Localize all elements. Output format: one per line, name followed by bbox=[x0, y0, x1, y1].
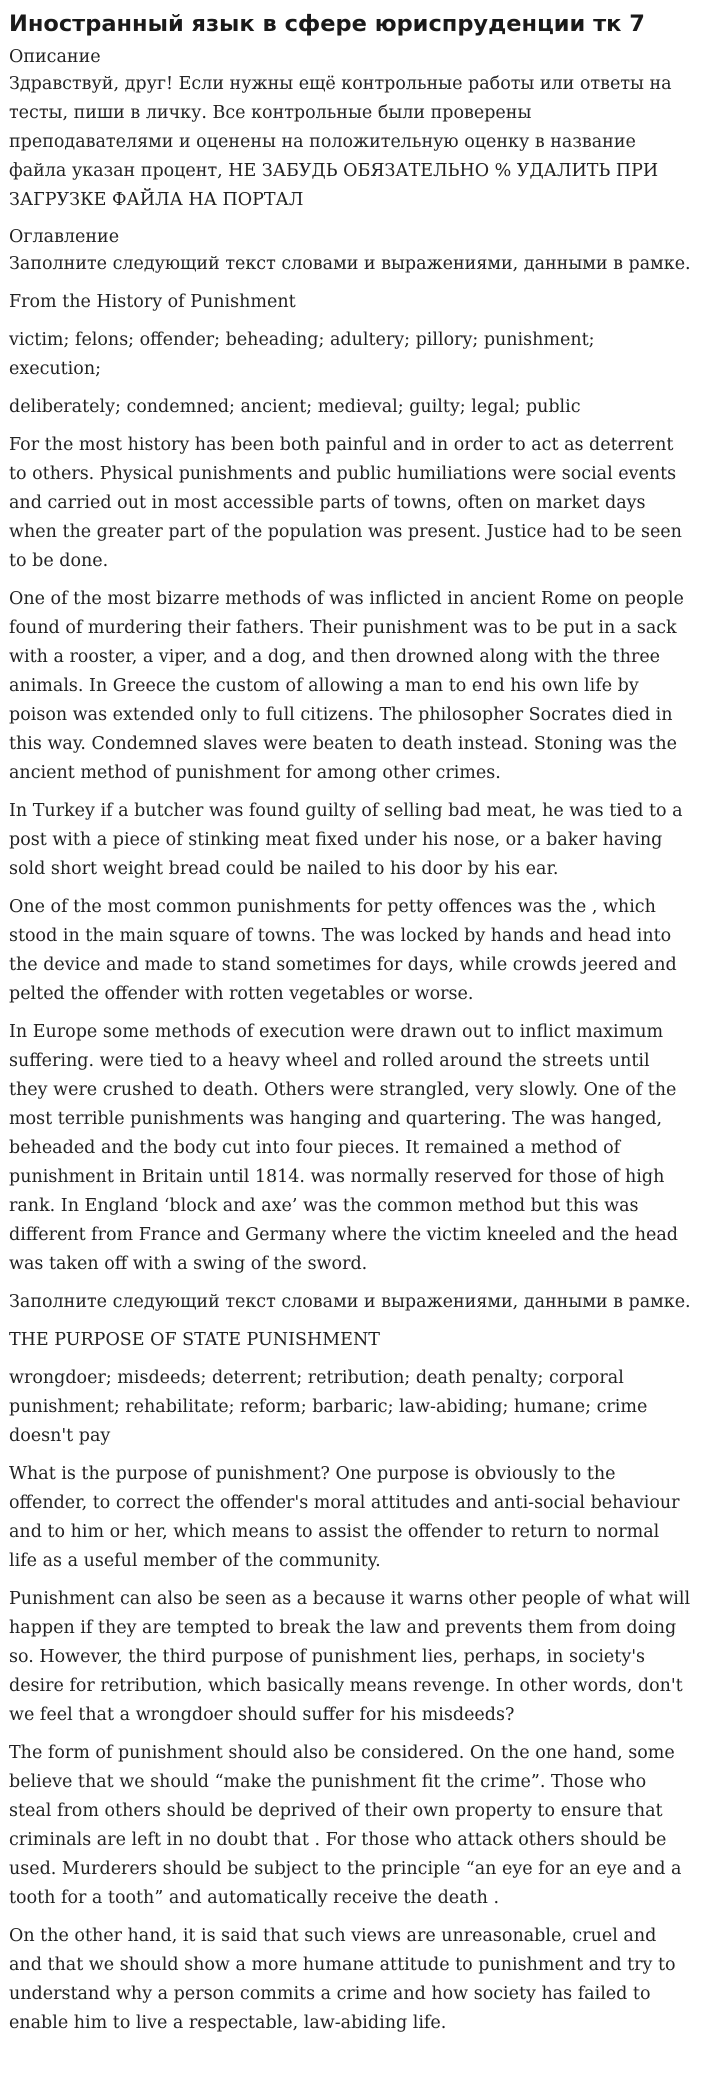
exercise-1-paragraph: In Europe some methods of execution were drawn out to inflict maximum suffering. were tied to a heavy wheel and rolled around the streets until they were crushed to death. Others were strangled, very slowly. One of the most terrible punishments was hanging and quartering. The was hanged, beheaded and the body cut into four pieces. It remained a method of punishment in Britain until 1814. was normally reserved for those of high rank. In England ‘block and axe’ was the common method but this was different from France and Germany where the victim kneeled and the head was taken off with a swing of the sword. bbox=[9, 1022, 679, 1274]
page-title: Иностранный язык в сфере юриспруденции тк 7 bbox=[9, 11, 645, 37]
exercise-1-paragraph: One of the most common punishments for petty offences was the , which stood in the main square of towns. The was locked by hands and head into the device and made to stand sometimes for days, while crowds jeered and pelted the offender with rotten vegetables or worse. bbox=[9, 897, 677, 1004]
exercise-1-instruction: Заполните следующий текст словами и выражениями, данными в рамке. bbox=[9, 254, 691, 274]
exercise-1-paragraph: For the most history has been both painful and in order to act as deterrent to others. Physical punishments and public humiliations were social events and carried out in most accessible parts of towns, often on market days when the greater part of the population was present. Justice had to be seen to be done. bbox=[9, 435, 682, 571]
exercise-1-word-box-line-1: victim; felons; offender; beheading; adultery; pillory; punishment; execution; bbox=[9, 330, 595, 379]
description-section bbox=[9, 44, 691, 215]
exercise-2-paragraph: What is the purpose of punishment? One purpose is obviously to the offender, to correct the offender's moral attitudes and anti-social behaviour and to him or her, which means to assist the offender to return to normal life as a useful member of the community. bbox=[9, 1464, 680, 1571]
contents-section bbox=[9, 224, 691, 2038]
exercise-2-paragraph: On the other hand, it is said that such views are unreasonable, cruel and and that we should show a more humane attitude to punishment and try to understand why a person commits a crime and how society has failed to enable him to live a respectable, law-abiding life. bbox=[9, 1926, 676, 2033]
exercise-1 bbox=[9, 250, 691, 1279]
exercise-2-heading: THE PURPOSE OF STATE PUNISHMENT bbox=[9, 1330, 380, 1350]
exercise-2-instruction: Заполните следующий текст словами и выражениями, данными в рамке. bbox=[9, 1292, 691, 1312]
exercise-1-word-box-line-2: deliberately; condemned; ancient; medieval; guilty; legal; public bbox=[9, 397, 581, 417]
exercise-2 bbox=[9, 1288, 691, 2038]
exercise-1-paragraph: In Turkey if a butcher was found guilty of selling bad meat, he was tied to a post with a piece of stinking meat fixed under his nose, or a baker having sold short weight bread could be nailed to his door by his ear. bbox=[9, 801, 683, 879]
exercise-1-heading: From the History of Punishment bbox=[9, 292, 296, 312]
description-label: Описание bbox=[9, 47, 101, 67]
exercise-1-paragraph: One of the most bizarre methods of was inflicted in ancient Rome on people found of murdering their fathers. Their punishment was to be put in a sack with a rooster, a viper, and a dog, and then drowned along with the three animals. In Greece the custom of allowing a man to end his own life by poison was extended only to full citizens. The philosopher Socrates died in this way. Condemned slaves were beaten to death instead. Stoning was the ancient method of punishment for among other crimes. bbox=[9, 589, 684, 783]
description-text: Здравствуй, друг! Если нужны ещё контрольные работы или ответы на тесты, пиши в личку. Все контрольные были проверены преподавателями и оценены на положительную оценку в название файла указан процент, НЕ ЗАБУДЬ ОБЯЗАТЕЛЬНО % УДАЛИТЬ ПРИ ЗАГРУЗКЕ ФАЙЛА НА ПОРТАЛ bbox=[9, 74, 672, 210]
exercise-2-paragraph: The form of punishment should also be considered. On the one hand, some believe that we should “make the punishment fit the crime”. Those who steal from others should be deprived of their own property to ensure that criminals are left in no doubt that . For those who attack others should be used. Murderers should be subject to the principle “an eye for an eye and a tooth for a tooth” and automatically receive the death . bbox=[9, 1743, 682, 1908]
exercise-2-word-box: wrongdoer; misdeeds; deterrent; retribution; death penalty; corporal punishment; rehabilitate; reform; barbaric; law-abiding; humane; crime doesn't pay bbox=[9, 1368, 648, 1446]
exercise-2-paragraph: Punishment can also be seen as a because it warns other people of what will happen if they are tempted to break the law and prevents them from doing so. However, the third purpose of punishment lies, perhaps, in society's desire for retribution, which basically means revenge. In other words, don't we feel that a wrongdoer should suffer for his misdeeds? bbox=[9, 1589, 691, 1725]
contents-label: Оглавление bbox=[9, 227, 120, 247]
